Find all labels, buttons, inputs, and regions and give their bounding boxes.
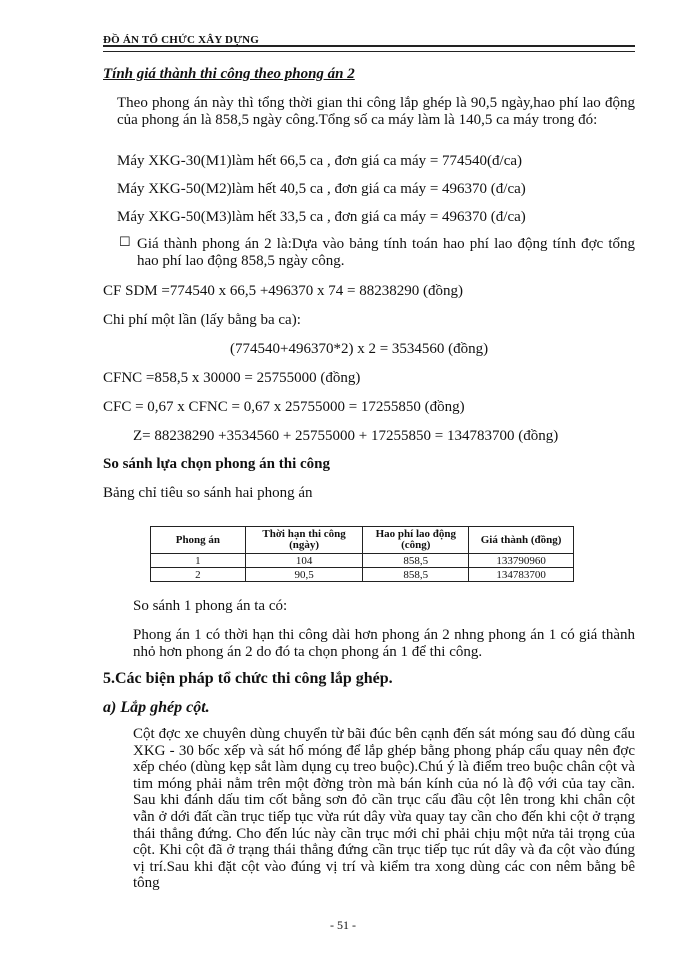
machine-line-2: Máy XKG-50(M2)làm hết 40,5 ca , đơn giá ca máy = 496370 (đ/ca)	[117, 181, 526, 197]
price-note-line-1	[137, 236, 635, 269]
col-header-cost: Giá thành (đồng)	[469, 527, 574, 554]
table-cell: 858,5	[363, 554, 469, 568]
section-title: Tính giá thành thi công theo phong án 2	[103, 66, 355, 82]
formula-cfc: CFC = 0,67 x CFNC = 0,67 x 25755000 = 17255850 (đồng)	[103, 399, 465, 415]
header-rule	[103, 45, 635, 52]
col-header-labor: Hao phí lao động (công)	[363, 527, 469, 554]
compare-title: So sánh lựa chọn phong án thi công	[103, 456, 330, 472]
formula-z: Z= 88238290 +3534560 + 25755000 + 17255850 = 134783700 (đồng)	[133, 428, 559, 444]
table-cell: 133790960	[469, 554, 574, 568]
table-cell: 134783700	[469, 568, 574, 582]
table-cell: 2	[151, 568, 246, 582]
subheading-a: a) Lắp ghép cột.	[103, 699, 210, 716]
machine-line-3: Máy XKG-50(M3)làm hết 33,5 ca , đơn giá ca máy = 496370 (đ/ca)	[117, 209, 526, 225]
price-note: Giá thành phong án 2 là:Dựa vào bảng tính toán hao phí lao động tính đợc tổng hao phí lao động 858,5 ngày công.	[137, 236, 635, 269]
page-header: ĐỒ ÁN TỔ CHỨC XÂY DỰNG	[103, 34, 260, 46]
checkbox-bullet-icon: ☐	[119, 234, 131, 249]
table-row	[151, 568, 574, 582]
conclusion-paragraph: Phong án 1 có thời hạn thi công dài hơn phong án 2 nhng phong án 1 có giá thành nhỏ hơn phong án 2 do đó ta chọn phong án 1 để thi công.	[133, 627, 635, 660]
table-caption: Bảng chỉ tiêu so sánh hai phong án	[103, 485, 313, 501]
section-heading-5: 5.Các biện pháp tổ chức thi công lắp ghép.	[103, 670, 393, 687]
one-time-cost-label: Chi phí một lần (lấy bằng ba ca):	[103, 312, 301, 328]
table-cell: 104	[245, 554, 363, 568]
machine-line-1: Máy XKG-30(M1)làm hết 66,5 ca , đơn giá ca máy = 774540(đ/ca)	[117, 153, 523, 169]
col-header-duration: Thời hạn thi công (ngày)	[245, 527, 363, 554]
formula-cf-sdm: CF SDM =774540 x 66,5 +496370 x 74 = 88238290 (đồng)	[103, 283, 463, 299]
page-number: - 51 -	[330, 918, 356, 932]
table-header-row	[151, 527, 574, 554]
comparison-table	[150, 526, 574, 582]
col-header-option: Phong án	[151, 527, 246, 554]
compare-intro: So sánh 1 phong án ta có:	[133, 598, 288, 614]
table-row	[151, 554, 574, 568]
table-cell: 90,5	[245, 568, 363, 582]
body-paragraph: Cột đợc xe chuyên dùng chuyển từ bãi đúc bên cạnh đến sát móng sau đó dùng cẩu XKG - 30 bốc xếp và sát hố móng để lắp ghép bằng phong pháp cẩu quay nên đợc xếp chéo (dùng kẹp sắt làm dụng cụ treo buộc).Chú ý là điểm treo buộc chân cột và tim móng phải nằm trên một đờng tròn mà bán kính của nó là độ với của tay cần. Sau khi đánh dấu tim cốt bằng sơn đỏ cần trục cẩu đầu cột lên trong khi chân cột vẫn ở dới đất cần trục tiếp tục vừa rút dây vừa quay tay cần cho đến khi cột ở trạng thái thẳng đứng. Cho đến lúc này cần trục mới chỉ phải chịu một nửa tải trọng của cột. Khi cột đã ở trạng thái thẳng đứng cần trục tiếp tục rút dây và đa cột vào đúng vị trí.Sau khi đặt cột vào đúng vị trí và kiểm tra xong dùng các con nêm bằng bê tông	[133, 726, 635, 892]
intro-paragraph: Theo phong án này thì tổng thời gian thi công lắp ghép là 90,5 ngày,hao phí lao động của phong án là 858,5 ngày công.Tổng số ca máy làm là 140,5 ca máy trong đó:	[117, 95, 635, 128]
formula-cfnc: CFNC =858,5 x 30000 = 25755000 (đồng)	[103, 370, 361, 386]
formula-one-time: (774540+496370*2) x 2 = 3534560 (đồng)	[230, 341, 489, 357]
table-cell: 1	[151, 554, 246, 568]
table-cell: 858,5	[363, 568, 469, 582]
